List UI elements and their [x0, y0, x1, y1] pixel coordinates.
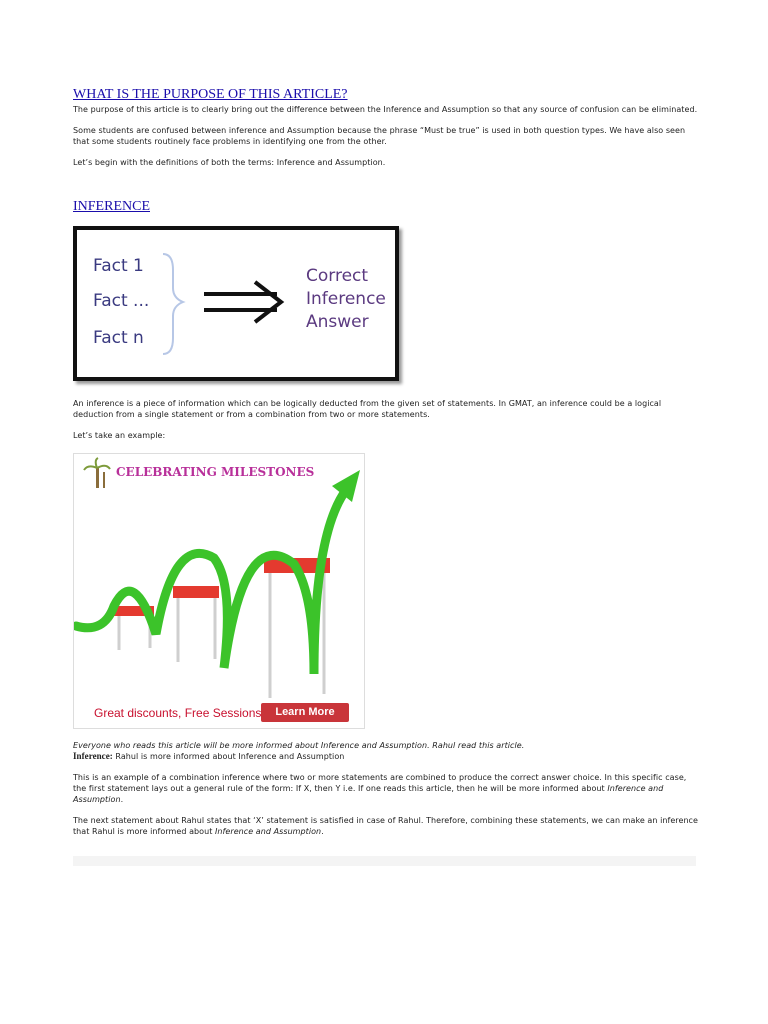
rahul-explanation: [73, 815, 698, 837]
confusion-paragraph: Some students are confused between inference and Assumption because the phrase “Must be true” is used in both question types. We have also seen that some students routinely face problems in identifying one from the other.: [73, 126, 686, 146]
inference-diagram: [73, 226, 399, 381]
combination-italic: Inference and Assumption: [73, 784, 664, 804]
footer-divider: [73, 856, 696, 866]
double-arrow-icon: [204, 282, 281, 322]
purpose-paragraph: The purpose of this article is to clearly bring out the difference between the Inference and Assumption so that any source of confusion can be eliminated.: [73, 105, 698, 114]
definitions-intro: Let’s begin with the definitions of both the terms: Inference and Assumption.: [73, 158, 386, 167]
fact-1-label: Fact 1: [93, 256, 144, 276]
curly-brace-icon: [163, 254, 183, 354]
hurdle-1: [119, 614, 150, 650]
rahul-italic: Inference and Assumption: [215, 827, 322, 836]
result-line-1: Correct: [306, 266, 369, 286]
inference-label: Inference:: [73, 751, 113, 761]
rahul-end: .: [321, 827, 324, 836]
growth-arrow-icon: [76, 490, 346, 674]
milestones-graphic: [74, 454, 364, 728]
result-line-2: Inference: [306, 289, 386, 309]
hurdle-2: [178, 592, 215, 662]
purpose-heading-link[interactable]: WHAT IS THE PURPOSE OF THIS ARTICLE?: [73, 87, 348, 102]
combination-end: .: [120, 795, 124, 804]
fact-n-label: Fact n: [93, 328, 144, 348]
inference-example: [73, 751, 698, 762]
palm-tree-icon: [84, 458, 110, 488]
inference-text: Rahul is more informed about Inference and Assumption: [112, 752, 345, 761]
result-line-3: Answer: [306, 312, 369, 332]
rahul-text: The next statement about Rahul states that ‘X’ statement is satisfied in case of Rahul. Therefore, combining these statements, we can make an inference that Rahul is more informed about: [73, 816, 698, 836]
article-content: [73, 84, 698, 837]
fact-2-label: Fact ...: [93, 291, 150, 311]
hurdle-2-bar: [173, 586, 219, 598]
example-intro: Let’s take an example:: [73, 431, 166, 440]
ad-promo-text: Great discounts, Free Sessions: [94, 706, 262, 720]
combination-explanation: [73, 772, 698, 805]
example-statement: Everyone who reads this article will be more informed about Inference and Assumption. Rahul read this article.: [73, 741, 525, 750]
milestones-ad-banner[interactable]: [73, 453, 365, 729]
ad-title: CELEBRATING MILESTONES: [116, 465, 315, 479]
learn-more-button[interactable]: Learn More: [261, 703, 349, 722]
inference-heading-link[interactable]: INFERENCE: [73, 199, 150, 214]
inference-definition: An inference is a piece of information which can be logically deducted from the given set of statements. In GMAT, an inference could be a logical deduction from a single statement or from a combination from two or more statements.: [73, 399, 662, 419]
combination-text: This is an example of a combination inference where two or more statements are combined to produce the correct answer choice. In this specific case, the first statement lays out a general rule of the form: If X, then Y i.e. If one reads this article, then he will be more informed about: [73, 773, 687, 793]
